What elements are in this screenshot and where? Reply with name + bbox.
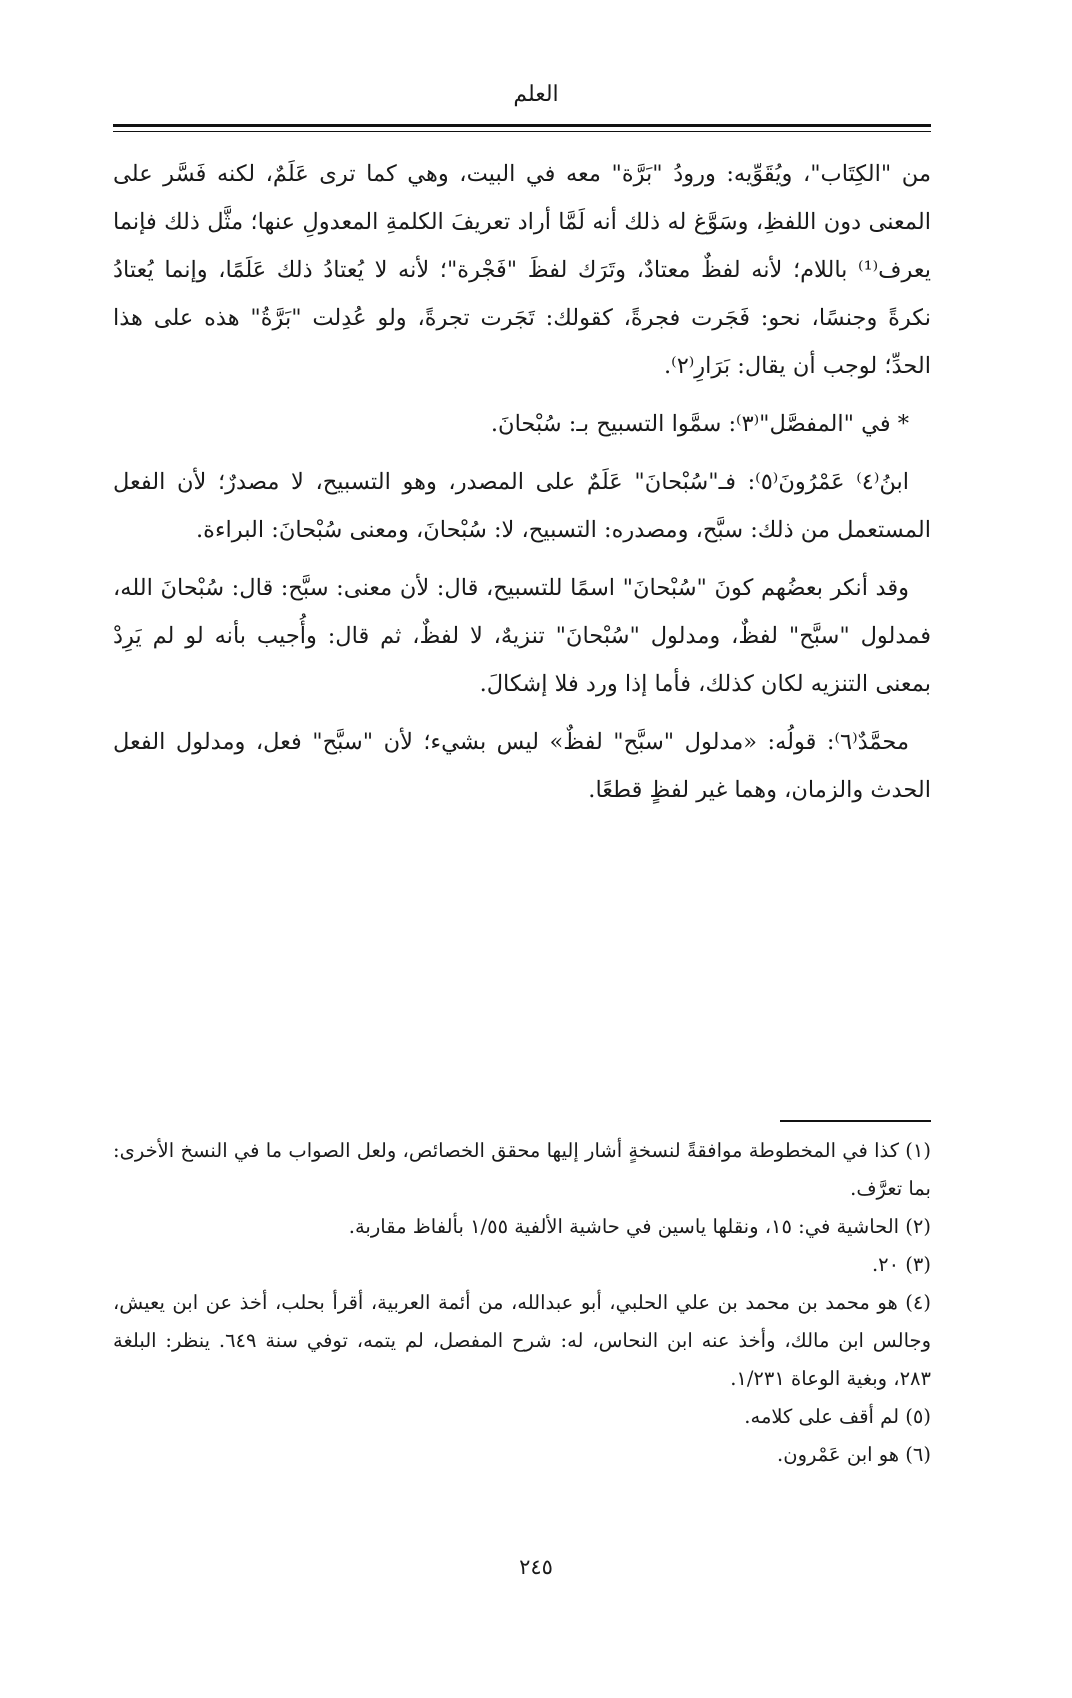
footnote-2: (٢) الحاشية في: ١٥، ونقلها ياسين في حاشية الألفية ١/٥٥ بألفاظ مقاربة. bbox=[348, 1215, 931, 1238]
paragraph-1: من "الكِتَاب"، ويُقَوِّيه: ورودُ "بَرَّة" معه في البيت، وهي كما ترى عَلَمٌ، لكنه فَسَّر على المعنى دون اللفظِ، وسَوَّغ له ذلك أنه لَمَّا أراد تعريفَ الكلمةِ المعدولِ عنها؛ مثَّل ذلك فإنما يعرف⁽¹⁾ باللام؛ لأنه لفظٌ معتادٌ، وتَرَك لفظَ "فَجْرة"؛ لأنه لا يُعتادُ ذلك عَلَمًا، وإنما يُعتادُ نكرةً وجنسًا، نحو: فَجَرت فجرةً، كقولك: تَجَرت تجرةً، ولو عُدِلت "بَرَّةُ" هذه على هذا الحدِّ؛ لوجب أن يقال: بَرَارِ⁽٢⁾. bbox=[113, 161, 931, 379]
main-text bbox=[113, 150, 931, 824]
footnote-6: (٦) هو ابن عَمْرون. bbox=[777, 1443, 931, 1466]
page-number: ٢٤٥ bbox=[519, 1555, 553, 1579]
paragraph-3: ابنُ⁽٤⁾ عَمْرُونَ⁽٥⁾: فـ"سُبْحانَ" عَلَمٌ على المصدر، وهو التسبيح، لا مصدرٌ؛ لأن الفعل المستعمل من ذلك: سبَّح، ومصدره: التسبيح، لا: سُبْحانَ، ومعنى سُبْحانَ: البراءة. bbox=[113, 469, 931, 543]
header-double-rule bbox=[113, 124, 931, 132]
footnote-1: (١) كذا في المخطوطة موافقةً لنسخةٍ أشار إليها محقق الخصائص، ولعل الصواب ما في النسخ الأخرى: بما تعرَّف. bbox=[113, 1139, 931, 1200]
footnote-separator bbox=[780, 1120, 931, 1122]
footnotes bbox=[113, 1132, 931, 1474]
paragraph-5: محمَّدٌ⁽٦⁾: قولُه: «مدلول "سبَّح" لفظٌ» ليس بشيء؛ لأن "سبَّح" فعل، ومدلول الفعل الحدث والزمان، وهما غير لفظٍ قطعًا. bbox=[113, 729, 931, 803]
running-header-title: العلم bbox=[513, 82, 559, 107]
footnote-4: (٤) هو محمد بن محمد بن علي الحلبي، أبو عبدالله، من أئمة العربية، أقرأ بحلب، أخذ عن ابن يعيش، وجالس ابن مالك، وأخذ عنه ابن النحاس، له: شرح المفصل، لم يتمه، توفي سنة ٦٤٩. ينظر: البلغة ٢٨٣، وبغية الوعاة ١/٢٣١. bbox=[113, 1291, 931, 1390]
footnote-5: (٥) لم أقف على كلامه. bbox=[744, 1405, 931, 1428]
paragraph-2: * في "المفصَّل"⁽٣⁾: سمَّوا التسبيح بـ: سُبْحانَ. bbox=[490, 411, 909, 437]
footnote-3: (٣) ٢٠. bbox=[871, 1253, 931, 1276]
paragraph-4: وقد أنكر بعضُهم كونَ "سُبْحانَ" اسمًا للتسبيح، قال: لأن معنى: سبَّح: قال: سُبْحانَ الله، فمدلول "سبَّح" لفظٌ، ومدلول "سُبْحانَ" تنزيهٌ، لا لفظٌ، ثم قال: وأُجيب بأنه لو لم يَرِدْ بمعنى التنزيه لكان كذلك، فأما إذا ورد فلا إشكالَ. bbox=[113, 575, 931, 697]
